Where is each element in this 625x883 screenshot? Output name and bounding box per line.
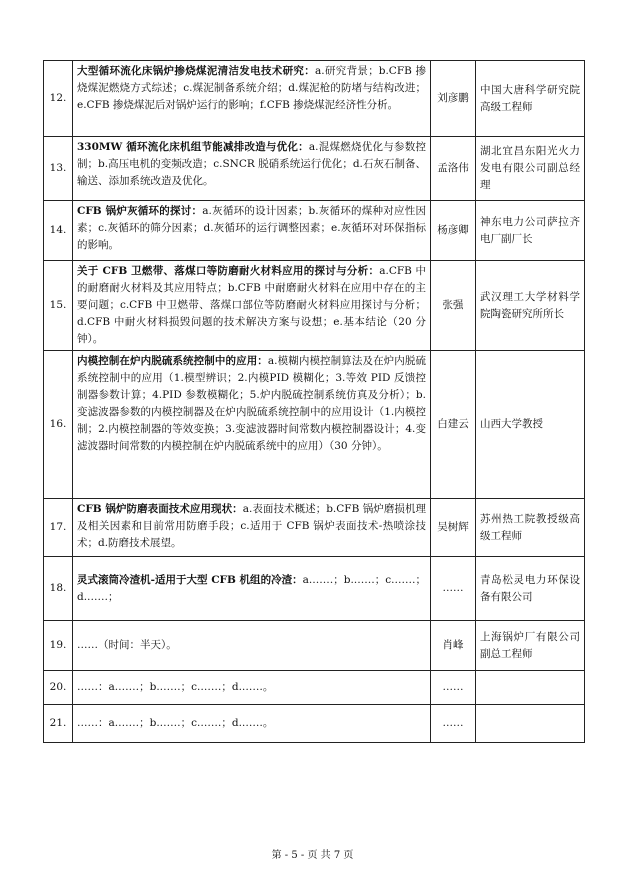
topic-cell xyxy=(73,671,431,705)
speaker-affiliation: 上海锅炉厂有限公司副总工程师 xyxy=(476,621,585,671)
topic-body: ……（时间：半天）。 xyxy=(77,639,177,651)
row-number: 14. xyxy=(44,201,73,261)
speaker-affiliation: 苏州热工院教授级高级工程师 xyxy=(476,499,585,557)
topic-body: a.灰循环的设计因素；b.灰循环的煤种对应性因素；c.灰循环的筛分因素；d.灰循环的运行调整因素；e.灰循环对环保指标的影响。 xyxy=(77,205,427,251)
row-number: 17. xyxy=(44,499,73,557)
topic-title: CFB 锅炉防磨表面技术应用现状： xyxy=(77,503,243,515)
speaker-name: 刘彦鹏 xyxy=(431,61,476,137)
schedule-document xyxy=(43,60,585,743)
table-row xyxy=(44,351,585,499)
row-number: 15. xyxy=(44,261,73,351)
speaker-name: 肖峰 xyxy=(431,621,476,671)
topic-cell xyxy=(73,557,431,621)
table-row xyxy=(44,705,585,743)
topic-title: 灵式滚筒冷渣机-适用于大型 CFB 机组的冷渣： xyxy=(77,573,303,586)
topic-cell xyxy=(73,499,431,557)
topic-cell xyxy=(73,201,431,261)
topic-body: a.表面技术概述；b.CFB 锅炉磨损机理及相关因素和目前常用防磨手段；c.适用于 CFB 锅炉表面技术-热喷涂技术；d.防磨技术展望。 xyxy=(77,503,426,549)
topic-title: CFB 锅炉灰循环的探讨： xyxy=(77,205,203,217)
topic-title: 内模控制在炉内脱硫系统控制中的应用： xyxy=(77,355,268,367)
speaker-affiliation: 山西大学教授 xyxy=(476,351,585,499)
topic-body: a.CFB 中的耐磨耐火材料及其应用特点；b.CFB 中耐磨耐火材料在应用中存在的主要问题；c.CFB 中卫燃带、落煤口部位等防磨耐火材料应用探讨与分析；d.CFB 中耐火材料损毁问题的技术解决方案与设想；e.基本结论（20 分钟）。 xyxy=(77,265,426,345)
schedule-table xyxy=(43,60,585,743)
topic-body: a.……；b.……；c.……；d.……； xyxy=(77,573,426,603)
table-row xyxy=(44,499,585,557)
speaker-affiliation: 神东电力公司萨拉齐电厂副厂长 xyxy=(476,201,585,261)
speaker-affiliation xyxy=(476,671,585,705)
speaker-name: 杨彦卿 xyxy=(431,201,476,261)
topic-cell xyxy=(73,261,431,351)
speaker-affiliation: 青岛松灵电力环保设备有限公司 xyxy=(476,557,585,621)
topic-title: 330MW 循环流化床机组节能减排改造与优化： xyxy=(77,141,309,153)
table-row xyxy=(44,261,585,351)
speaker-affiliation xyxy=(476,705,585,743)
row-number: 20. xyxy=(44,671,73,705)
speaker-name: 孟洛伟 xyxy=(431,137,476,201)
speaker-name: 吴树辉 xyxy=(431,499,476,557)
speaker-name: …… xyxy=(431,705,476,743)
topic-cell xyxy=(73,137,431,201)
topic-body: a.模糊内模控制算法及在炉内脱硫系统控制中的应用（1.模型辨识；2.内模PID 模糊化；3.等效 PID 反馈控制器参数计算；4.PID 参数模糊化；5.炉内脱硫控制系统仿真及分析）；b.变滤波器参数的内模控制器及在炉内脱硫系统控制中的应用设计（1.内模控制；2.内模控制器的等效变换；3.变滤波器时间常数内模控制器设计；4.变滤波器时间常数的内模控制在炉内脱硫系统中的应用）（30 分钟）。 xyxy=(77,355,427,452)
table-row xyxy=(44,137,585,201)
topic-title: 关于 CFB 卫燃带、落煤口等防磨耐火材料应用的探讨与分析： xyxy=(77,265,380,277)
speaker-name: …… xyxy=(431,557,476,621)
topic-body: ……：a.……；b.……；c.……；d.……。 xyxy=(77,681,274,693)
topic-body: ……：a.……；b.……；c.……；d.……。 xyxy=(77,717,274,729)
page-footer: 第 - 5 - 页 共 7 页 xyxy=(271,850,354,861)
speaker-affiliation: 中国大唐科学研究院高级工程师 xyxy=(476,61,585,137)
row-number: 12. xyxy=(44,61,73,137)
speaker-name: …… xyxy=(431,671,476,705)
row-number: 16. xyxy=(44,351,73,499)
row-number: 21. xyxy=(44,705,73,743)
row-number: 13. xyxy=(44,137,73,201)
topic-body: a.混煤燃烧优化与参数控制；b.高压电机的变频改造；c.SNCR 脱硝系统运行优化；d.石灰石制备、输送、添加系统改造及优化。 xyxy=(77,141,426,187)
speaker-name: 白建云 xyxy=(431,351,476,499)
row-number: 18. xyxy=(44,557,73,621)
table-row xyxy=(44,201,585,261)
topic-body: a.研究背景；b.CFB 掺烧煤泥燃烧方式综述；c.煤泥制备系统介绍；d.煤泥枪的防堵与结构改进；e.CFB 掺烧煤泥后对锅炉运行的影响；f.CFB 掺烧煤泥经济性分析。 xyxy=(77,65,426,111)
table-row xyxy=(44,557,585,621)
topic-cell xyxy=(73,351,431,499)
table-row xyxy=(44,61,585,137)
table-row xyxy=(44,621,585,671)
topic-cell xyxy=(73,621,431,671)
speaker-affiliation: 湖北宜昌东阳光火力发电有限公司副总经理 xyxy=(476,137,585,201)
topic-title: 大型循环流化床锅炉掺烧煤泥清洁发电技术研究： xyxy=(77,65,316,77)
speaker-name: 张强 xyxy=(431,261,476,351)
topic-cell xyxy=(73,61,431,137)
speaker-affiliation: 武汉理工大学材料学院陶瓷研究所所长 xyxy=(476,261,585,351)
topic-cell xyxy=(73,705,431,743)
row-number: 19. xyxy=(44,621,73,671)
table-row xyxy=(44,671,585,705)
